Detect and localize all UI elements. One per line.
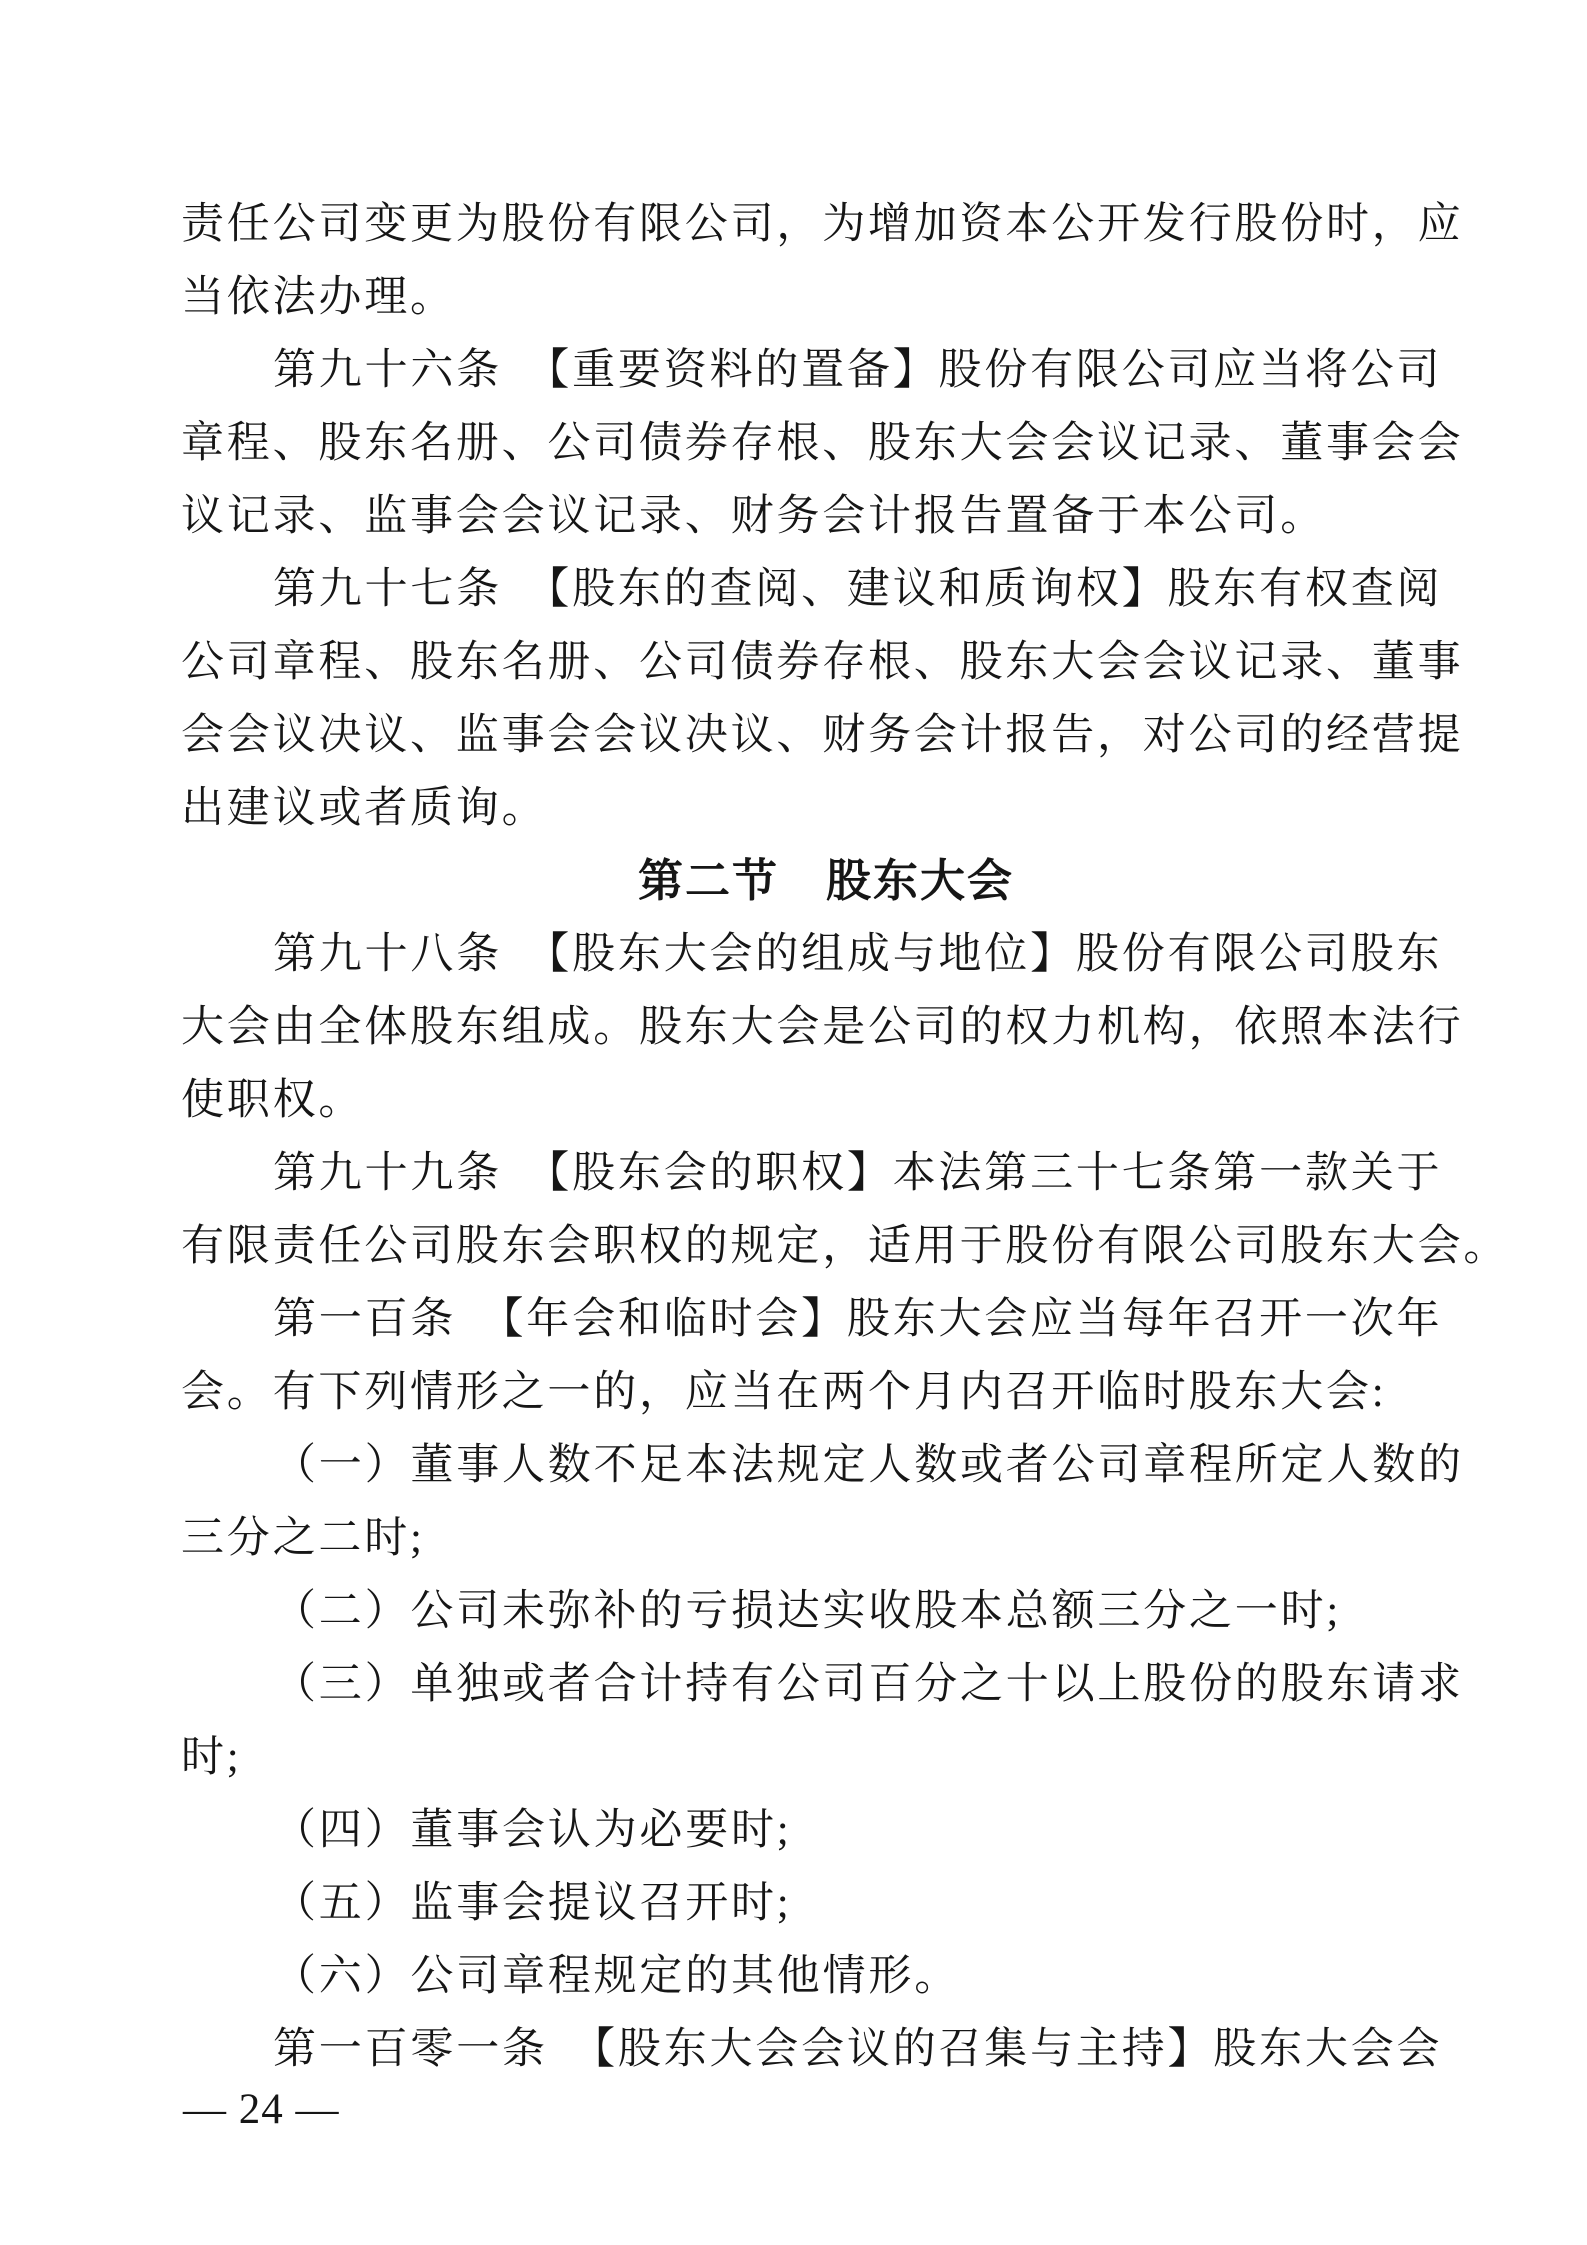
document-body xyxy=(181,188,1510,2086)
text-line: 当依法办理。 xyxy=(181,274,456,321)
section-heading: 第二节 股东大会 xyxy=(637,856,1014,906)
text-line: 议记录、监事会会议记录、财务会计报告置备于本公司。 xyxy=(181,493,1326,540)
text-line: 第一百零一条 【股东大会会议的召集与主持】股东大会会 xyxy=(273,2026,1443,2073)
text-line: 第九十八条 【股东大会的组成与地位】股份有限公司股东 xyxy=(273,931,1443,978)
text-line: 第九十七条 【股东的查阅、建议和质询权】股东有权查阅 xyxy=(273,566,1443,613)
text-line: 出建议或者质询。 xyxy=(181,785,548,832)
text-line: 章程、股东名册、公司债券存根、股东大会会议记录、董事会会 xyxy=(181,420,1464,467)
text-line: 第九十九条 【股东会的职权】本法第三十七条第一款关于 xyxy=(273,1150,1443,1197)
text-line: （二）公司未弥补的亏损达实收股本总额三分之一时; xyxy=(273,1588,1342,1635)
text-line: 公司章程、股东名册、公司债券存根、股东大会会议记录、董事 xyxy=(181,639,1464,686)
text-line: 大会由全体股东组成。股东大会是公司的权力机构，依照本法行 xyxy=(181,1004,1464,1051)
text-line: （四）董事会认为必要时; xyxy=(273,1807,792,1854)
text-line: （五）监事会提议召开时; xyxy=(273,1880,792,1927)
text-line: 使职权。 xyxy=(181,1077,365,1124)
text-line: （一）董事人数不足本法规定人数或者公司章程所定人数的 xyxy=(273,1442,1464,1489)
text-line: 时; xyxy=(181,1734,242,1781)
text-line: 有限责任公司股东会职权的规定，适用于股份有限公司股东大会。 xyxy=(181,1223,1510,1270)
text-line: 责任公司变更为股份有限公司，为增加资本公开发行股份时，应 xyxy=(181,201,1464,248)
text-line: 三分之二时; xyxy=(181,1515,425,1562)
text-line: 会会议决议、监事会会议决议、财务会计报告，对公司的经营提 xyxy=(181,712,1464,759)
text-line: 第九十六条 【重要资料的置备】股份有限公司应当将公司 xyxy=(273,347,1443,394)
text-line: （六）公司章程规定的其他情形。 xyxy=(273,1953,960,2000)
page-number-footer: — 24 — xyxy=(183,2086,340,2133)
text-line: 会。有下列情形之一的，应当在两个月内召开临时股东大会: xyxy=(181,1369,1387,1416)
text-line: 第一百条 【年会和临时会】股东大会应当每年召开一次年 xyxy=(273,1296,1443,1343)
text-line: （三）单独或者合计持有公司百分之十以上股份的股东请求 xyxy=(273,1661,1464,1708)
